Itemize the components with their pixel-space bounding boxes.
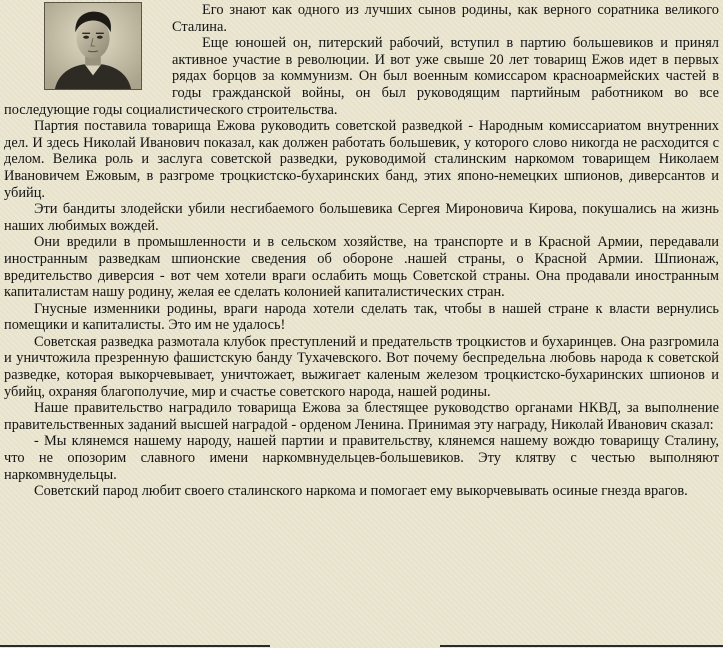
- paragraph: Еще юношей он, питерский рабочий, вступил в партию большевиков и принял активное участие в революции. И вот уже свыше 20 лет товарищ Ежов идет в первых рядах борцов за коммунизм. Он был военным комиссаром красноармейских частей в годы гражданской войны, он был руководящим партийным работником во все последующие годы социалистического строительства.: [4, 35, 719, 118]
- paragraph: Эти бандиты злодейски убили несгибаемого большевика Сергея Мироновича Кирова, покушались на жизнь наших любимых вождей.: [4, 201, 719, 234]
- portrait-photo: [44, 2, 142, 90]
- paragraph: Они вредили в промышленности и в сельском хозяйстве, на транспорте и в Красной Армии, передавали иностранным разведкам шпионские сведения об обороне .нашей страны, о Красной Армии. Шпионаж, вредительство диверсия - вот чем хотели враги ослабить мощь Советской страны. Она продавали иностранным капиталистам нашу родину, желая ее сделать колонией капиталистических стран.: [4, 234, 719, 301]
- paragraph: Наше правительство наградило товарища Ежова за блестящее руководство органами НКВД, за выполнение правительственных заданий высшей наградой - орденом Ленина. Принимая эту награду, Николай Иванович сказал:: [4, 400, 719, 433]
- paragraph: Советский парод любит своего сталинского наркома и помогает ему выкорчевывать осиные гнезда врагов.: [34, 483, 688, 500]
- paragraph: - Мы клянемся нашему народу, нашей партии и правительству, клянемся нашему вождю товарищу Сталину, что не опозорим славного имени наркомвнудельцев-большевиков. Эту клятву с честью выполняют наркомвнудельцы.: [4, 433, 719, 483]
- paragraph: Советская разведка размотала клубок преступлений и предательств троцкистов и бухаринцев. Она разгромила и уничтожила презренную фашистскую банду Тухачевского. Вот почему беспредельна любовь народа к советской разведке, которая выкорчевывает, уничтожает, выжигает каленым железом троцкистско-бухаринских шпионов и убийц, охраняя благополучие, мир и счастье советского народа, нашей родины.: [4, 333, 719, 400]
- paragraph: Партия поставила товарища Ежова руководить советской разведкой - Народным комиссариатом внутренних дел. И здесь Николай Иванович показал, как должен работать большевик, у которого слово никогда не расходится с делом. Велика роль и заслуга советской разведки, руководимой сталинским наркомом товарищем Николаем Ивановичем Ежовым, в разгроме троцкистско-бухаринских банд, этих японо-немецких шпионов, диверсантов и убийц.: [4, 118, 719, 201]
- paragraph: Его знают как одного из лучших сынов родины, как верного соратника великого Сталина.: [172, 2, 719, 35]
- paragraph: Гнусные изменники родины, враги народа хотели сделать так, чтобы в нашей стране к власти вернулись помещики и капиталисты. Это им не удалось!: [4, 300, 719, 334]
